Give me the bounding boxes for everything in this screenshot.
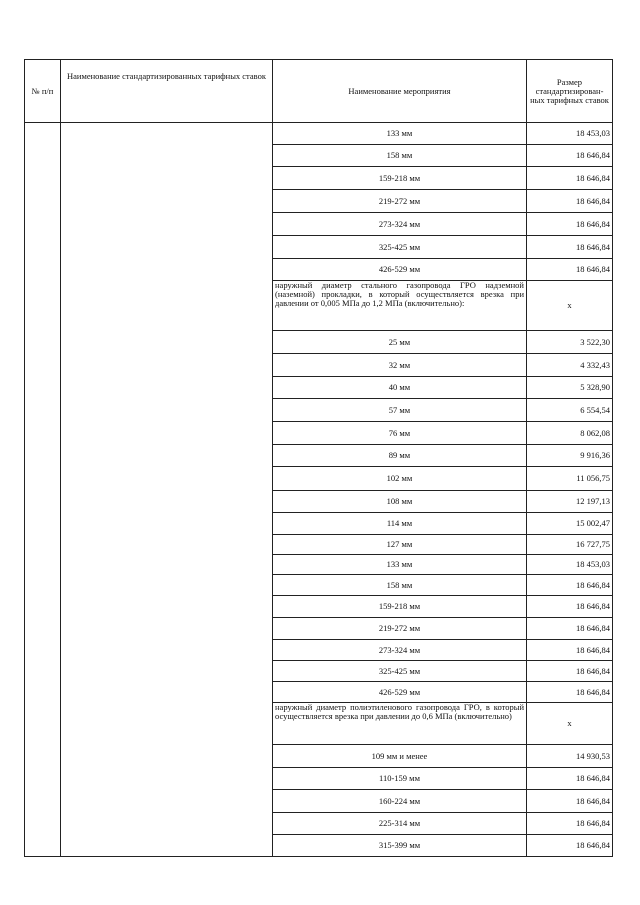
rate-value-cell: 3 522,30 [527, 331, 613, 354]
activity-cell: 114 мм [273, 513, 527, 535]
activity-cell: 133 мм [273, 555, 527, 575]
rate-value-cell: 15 002,47 [527, 513, 613, 535]
rate-value-cell: 18 646,84 [527, 259, 613, 281]
activity-cell: 426-529 мм [273, 259, 527, 281]
activity-cell: 57 мм [273, 399, 527, 422]
header-rate-size: Размер стандартизирован-ных тарифных ставок [527, 60, 613, 123]
rate-value-cell: 18 646,84 [527, 790, 613, 813]
activity-cell: 89 мм [273, 445, 527, 467]
header-activity: Наименование мероприятия [273, 60, 527, 123]
rate-value-cell: 9 916,36 [527, 445, 613, 467]
activity-cell: 159-218 мм [273, 167, 527, 190]
rate-value-cell: х [527, 703, 613, 745]
activity-cell: 158 мм [273, 575, 527, 596]
rate-value-cell: 18 646,84 [527, 661, 613, 682]
rate-value-cell: 18 453,03 [527, 555, 613, 575]
activity-cell: 109 мм и менее [273, 745, 527, 768]
rate-value-cell: 11 056,75 [527, 467, 613, 491]
activity-cell: 160-224 мм [273, 790, 527, 813]
rate-value-cell: 18 646,84 [527, 575, 613, 596]
rate-value-cell: 14 930,53 [527, 745, 613, 768]
rate-value-cell: 6 554,54 [527, 399, 613, 422]
activity-cell: 273-324 мм [273, 213, 527, 236]
rate-value-cell: 18 646,84 [527, 213, 613, 236]
table-row [25, 123, 613, 145]
activity-cell: 25 мм [273, 331, 527, 354]
rate-value-cell: 18 646,84 [527, 618, 613, 640]
activity-cell: 219-272 мм [273, 618, 527, 640]
activity-cell: 159-218 мм [273, 596, 527, 618]
activity-cell: 219-272 мм [273, 190, 527, 213]
header-tariff-name: Наименование стандартизированных тарифных ставок [61, 60, 273, 123]
activity-cell: 273-324 мм [273, 640, 527, 661]
rate-value-cell: 18 646,84 [527, 835, 613, 857]
rate-value-cell: 16 727,75 [527, 535, 613, 555]
section-description: наружный диаметр стального газопровода ГРО надземной (наземной) прокладки, в который осуществляется врезка при давлении от 0,005 МПа до 1,2 МПа (включительно): [273, 281, 527, 331]
activity-cell: 315-399 мм [273, 835, 527, 857]
activity-cell: 40 мм [273, 377, 527, 399]
header-num: № п/п [25, 60, 61, 123]
rate-value-cell: 12 197,13 [527, 491, 613, 513]
activity-cell: 325-425 мм [273, 236, 527, 259]
activity-cell: 426-529 мм [273, 682, 527, 703]
activity-cell: 158 мм [273, 145, 527, 167]
activity-cell: 325-425 мм [273, 661, 527, 682]
rate-value-cell: 18 646,84 [527, 190, 613, 213]
rate-value-cell: 8 062,08 [527, 422, 613, 445]
rate-value-cell: 18 646,84 [527, 596, 613, 618]
rate-value-cell: 5 328,90 [527, 377, 613, 399]
rate-value-cell: 18 646,84 [527, 640, 613, 661]
section-description: наружный диаметр полиэтиленового газопровода ГРО, в который осуществляется врезка при давлении до 0,6 МПа (включительно) [273, 703, 527, 745]
rate-value-cell: 18 646,84 [527, 682, 613, 703]
activity-cell: 102 мм [273, 467, 527, 491]
rate-value-cell: 18 646,84 [527, 813, 613, 835]
header-row [25, 60, 613, 123]
activity-cell: 225-314 мм [273, 813, 527, 835]
rate-value-cell: 4 332,43 [527, 354, 613, 377]
activity-cell: 108 мм [273, 491, 527, 513]
rate-value-cell: 18 646,84 [527, 145, 613, 167]
rate-value-cell: 18 646,84 [527, 167, 613, 190]
table-body [25, 123, 613, 857]
activity-cell: 133 мм [273, 123, 527, 145]
rate-value-cell: 18 646,84 [527, 236, 613, 259]
rate-value-cell: 18 453,03 [527, 123, 613, 145]
rate-value-cell: х [527, 281, 613, 331]
num-cell [25, 123, 61, 857]
tariff-name-cell [61, 123, 273, 857]
activity-cell: 32 мм [273, 354, 527, 377]
activity-cell: 127 мм [273, 535, 527, 555]
activity-cell: 76 мм [273, 422, 527, 445]
rate-value-cell: 18 646,84 [527, 768, 613, 790]
activity-cell: 110-159 мм [273, 768, 527, 790]
tariff-table [24, 59, 613, 857]
